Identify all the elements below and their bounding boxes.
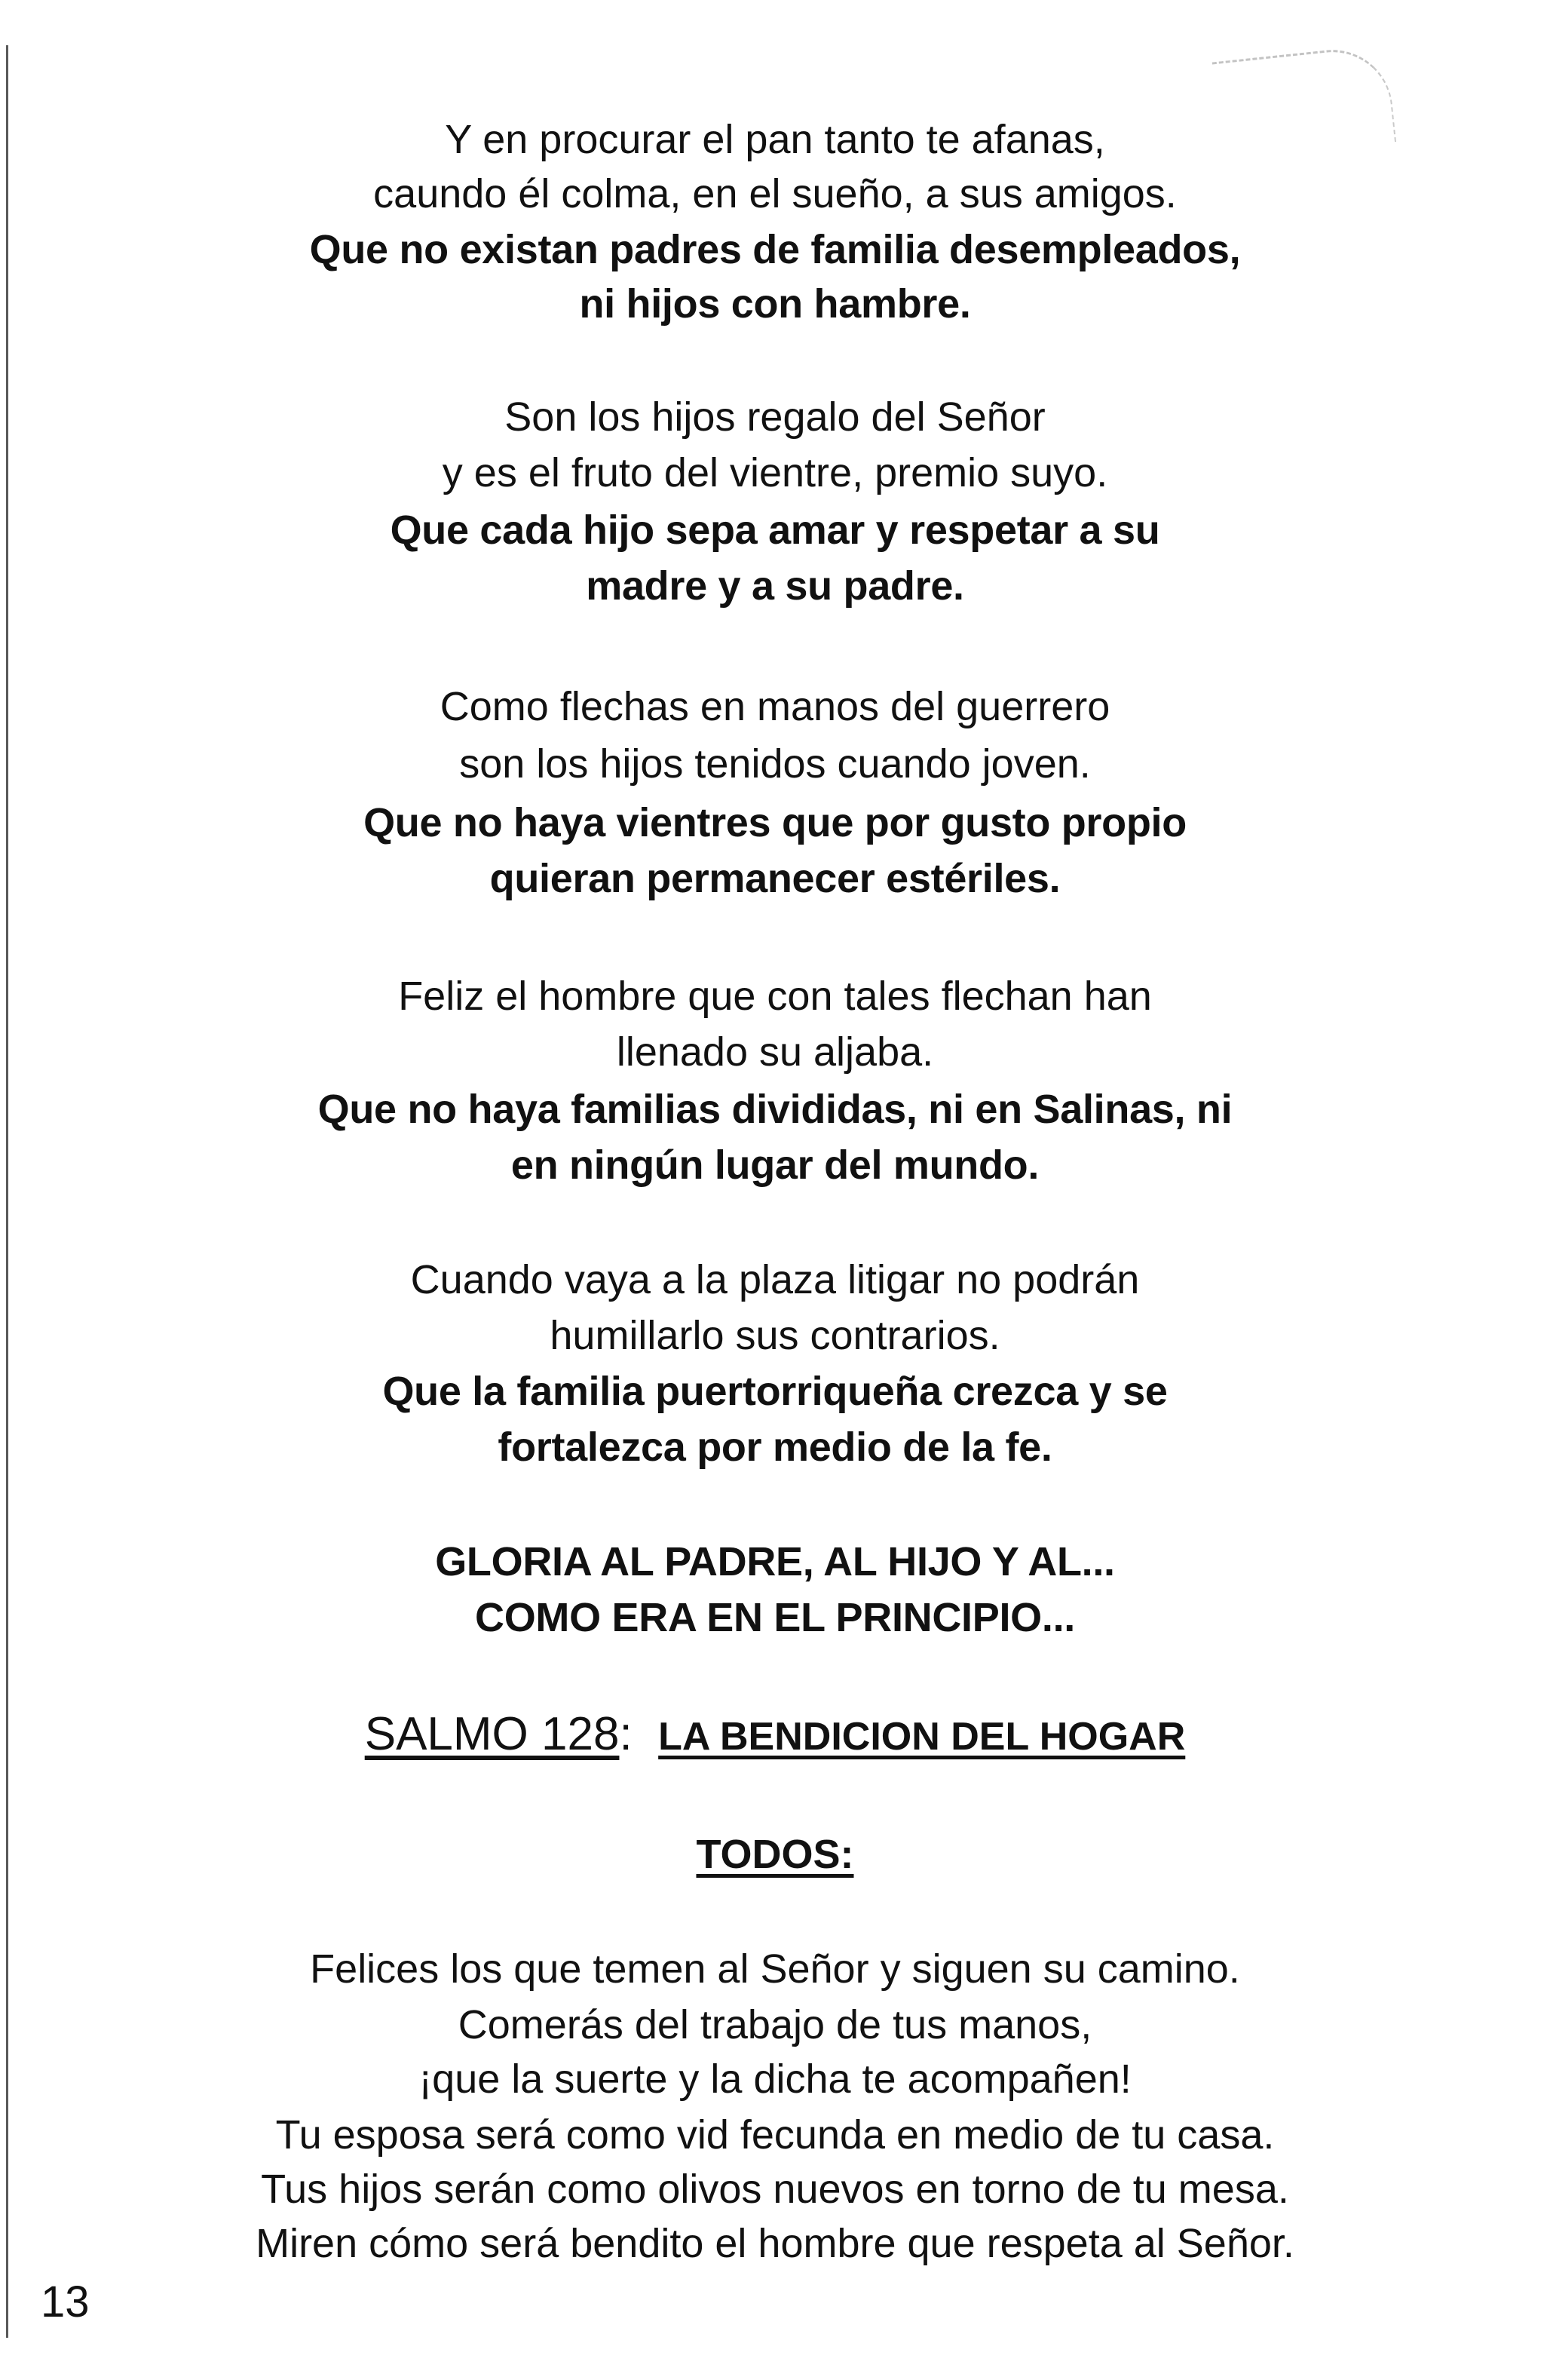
stanza-1-response-2: ni hijos con hambre. (579, 281, 971, 327)
todos-label: TODOS: (696, 1832, 854, 1877)
stanza-2-line-2: y es el fruto del vientre, premio suyo. (442, 450, 1108, 495)
stanza-3-line-1: Como flechas en manos del guerrero (440, 684, 1110, 729)
stanza-3-response-2: quieran permanecer estériles. (489, 856, 1061, 901)
stanza-2-response-2: madre y a su padre. (586, 563, 964, 609)
stanza-4-line-1: Feliz el hombre que con tales flechan han (398, 974, 1152, 1019)
psalm-line-3: ¡que la suerte y la dicha te acompañen! (418, 2056, 1132, 2102)
stanza-5-line-2: humillarlo sus contrarios. (550, 1313, 1000, 1358)
stanza-5-response-1: Que la familia puertorriqueña crezca y se (382, 1369, 1168, 1414)
stanza-2-line-1: Son los hijos regalo del Señor (504, 394, 1046, 440)
psalm-line-5: Tus hijos serán como olivos nuevos en torno de tu mesa. (261, 2167, 1289, 2212)
stanza-5-line-1: Cuando vaya a la plaza litigar no podrán (410, 1257, 1140, 1302)
psalm-line-1: Felices los que temen al Señor y siguen su camino. (310, 1946, 1240, 1992)
doxology-line-1: GLORIA AL PADRE, AL HIJO Y AL... (435, 1539, 1115, 1584)
psalm-heading (0, 1704, 1550, 1767)
stanza-4-response-2: en ningún lugar del mundo. (510, 1142, 1040, 1188)
stanza-4-response-1: Que no haya familias divididas, ni en Salinas, ni (317, 1087, 1233, 1132)
doxology-line-2: COMO ERA EN EL PRINCIPIO... (475, 1595, 1075, 1640)
stanza-3-line-2: son los hijos tenidos cuando joven. (459, 741, 1091, 787)
stanza-1-line-1: Y en procurar el pan tanto te afanas, (445, 117, 1105, 162)
stanza-4-line-2: llenado su aljaba. (616, 1029, 934, 1075)
stanza-2-response-1: Que cada hijo sepa amar y respetar a su (390, 508, 1160, 553)
stanza-1-line-2: caundo él colma, en el sueño, a sus amigos. (373, 171, 1177, 216)
psalm-title: LA BENDICION DEL HOGAR (658, 1715, 1186, 1759)
psalm-line-4: Tu esposa será como vid fecunda en medio de tu casa. (275, 2112, 1275, 2158)
stanza-1-response-1: Que no existan padres de familia desempleados, (309, 227, 1241, 272)
psalm-separator: : (619, 1708, 633, 1760)
psalm-line-6: Miren cómo será bendito el hombre que respeta al Señor. (256, 2221, 1294, 2266)
page-number: 13 (41, 2277, 90, 2326)
psalm-line-2: Comerás del trabajo de tus manos, (458, 2002, 1092, 2047)
stanza-3-response-1: Que no haya vientres que por gusto propio (363, 800, 1187, 845)
stanza-5-response-2: fortalezca por medio de la fe. (498, 1425, 1052, 1470)
psalm-number: SALMO 128 (364, 1708, 620, 1760)
